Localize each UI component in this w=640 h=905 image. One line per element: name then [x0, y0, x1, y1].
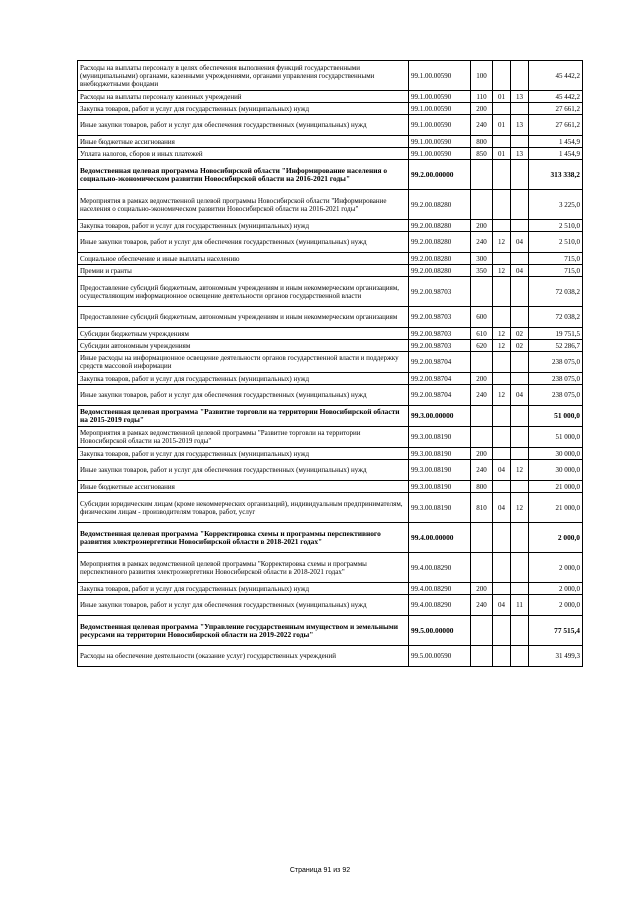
- cell-section: 12: [493, 328, 511, 340]
- cell-amount: 52 286,7: [529, 340, 583, 352]
- table-row: [78, 115, 583, 136]
- cell-amount: 715,0: [529, 253, 583, 265]
- cell-section: [493, 253, 511, 265]
- cell-target-code: 99.1.00.00590: [409, 115, 471, 136]
- cell-expense-type: 240: [471, 232, 493, 253]
- cell-subsection: [511, 190, 529, 220]
- cell-subsection: 13: [511, 91, 529, 103]
- cell-name: Иные закупки товаров, работ и услуг для обеспечения государственных (муниципальных) нужд: [78, 595, 409, 616]
- cell-expense-type: 240: [471, 595, 493, 616]
- cell-subsection: [511, 253, 529, 265]
- cell-section: [493, 190, 511, 220]
- cell-amount: 72 038,2: [529, 277, 583, 307]
- cell-amount: 45 442,2: [529, 91, 583, 103]
- cell-name: Предоставление субсидий бюджетным, автономным учреждениям и иным некоммерческим организациям, осуществляющим информационное освещение деятельности органов государственной власти: [78, 277, 409, 307]
- cell-target-code: 99.2.00.98703: [409, 307, 471, 328]
- cell-target-code: 99.3.00.08190: [409, 448, 471, 460]
- cell-amount: 72 038,2: [529, 307, 583, 328]
- cell-target-code: 99.1.00.00590: [409, 61, 471, 91]
- cell-amount: 30 000,0: [529, 448, 583, 460]
- cell-subsection: [511, 103, 529, 115]
- cell-target-code: 99.3.00.08190: [409, 427, 471, 448]
- cell-expense-type: 200: [471, 103, 493, 115]
- table-row: [78, 277, 583, 307]
- cell-name: Мероприятия в рамках ведомственной целевой программы "Корректировка схемы и программы перспективного развития электроэнергетики Новосибирской области в 2018-2021 годах": [78, 553, 409, 583]
- cell-target-code: 99.3.00.00000: [409, 406, 471, 427]
- cell-subsection: [511, 307, 529, 328]
- cell-expense-type: 850: [471, 148, 493, 160]
- cell-name: Ведомственная целевая программа "Развитие торговли на территории Новосибирской области на 2015-2019 годы": [78, 406, 409, 427]
- cell-target-code: 99.2.00.08280: [409, 253, 471, 265]
- cell-amount: 51 000,0: [529, 406, 583, 427]
- cell-subsection: [511, 277, 529, 307]
- cell-amount: 31 499,3: [529, 646, 583, 667]
- cell-expense-type: 800: [471, 481, 493, 493]
- table-row: [78, 220, 583, 232]
- cell-name: Закупка товаров, работ и услуг для государственных (муниципальных) нужд: [78, 583, 409, 595]
- cell-name: Закупка товаров, работ и услуг для государственных (муниципальных) нужд: [78, 448, 409, 460]
- cell-target-code: 99.2.00.08280: [409, 232, 471, 253]
- cell-expense-type: 240: [471, 385, 493, 406]
- cell-target-code: 99.2.00.00000: [409, 160, 471, 190]
- cell-name: Предоставление субсидий бюджетным, автономным учреждениям и иным некоммерческим организациям: [78, 307, 409, 328]
- table-row: [78, 253, 583, 265]
- cell-section: 01: [493, 148, 511, 160]
- cell-expense-type: 300: [471, 253, 493, 265]
- cell-section: [493, 646, 511, 667]
- cell-subsection: [511, 523, 529, 553]
- cell-name: Закупка товаров, работ и услуг для государственных (муниципальных) нужд: [78, 103, 409, 115]
- cell-target-code: 99.1.00.00590: [409, 91, 471, 103]
- cell-subsection: 13: [511, 115, 529, 136]
- cell-name: Иные бюджетные ассигнования: [78, 481, 409, 493]
- cell-subsection: 04: [511, 265, 529, 277]
- cell-name: Расходы на обеспечение деятельности (оказание услуг) государственных учреждений: [78, 646, 409, 667]
- cell-amount: 19 751,5: [529, 328, 583, 340]
- table-row: [78, 61, 583, 91]
- table-row: [78, 493, 583, 523]
- cell-subsection: [511, 352, 529, 373]
- cell-amount: 21 000,0: [529, 493, 583, 523]
- cell-subsection: [511, 406, 529, 427]
- cell-amount: 1 454,9: [529, 148, 583, 160]
- table-row: [78, 265, 583, 277]
- cell-target-code: 99.4.00.08290: [409, 553, 471, 583]
- cell-section: 12: [493, 232, 511, 253]
- cell-subsection: [511, 136, 529, 148]
- cell-name: Закупка товаров, работ и услуг для государственных (муниципальных) нужд: [78, 373, 409, 385]
- cell-amount: 2 000,0: [529, 553, 583, 583]
- cell-expense-type: 240: [471, 460, 493, 481]
- cell-section: [493, 61, 511, 91]
- cell-section: [493, 406, 511, 427]
- cell-name: Субсидии юридическим лицам (кроме некоммерческих организаций), индивидуальным предпринимателям, физическим лицам - производителям товаров, работ, услуг: [78, 493, 409, 523]
- cell-amount: 45 442,2: [529, 61, 583, 91]
- cell-subsection: 02: [511, 328, 529, 340]
- cell-amount: 51 000,0: [529, 427, 583, 448]
- cell-expense-type: [471, 646, 493, 667]
- table-row: [78, 646, 583, 667]
- table-row: [78, 148, 583, 160]
- cell-expense-type: 810: [471, 493, 493, 523]
- table-row: [78, 481, 583, 493]
- cell-expense-type: [471, 277, 493, 307]
- cell-amount: 313 338,2: [529, 160, 583, 190]
- cell-subsection: [511, 646, 529, 667]
- cell-target-code: 99.2.00.98704: [409, 352, 471, 373]
- cell-expense-type: 600: [471, 307, 493, 328]
- cell-amount: 27 661,2: [529, 103, 583, 115]
- cell-name: Иные закупки товаров, работ и услуг для обеспечения государственных (муниципальных) нужд: [78, 460, 409, 481]
- cell-name: Уплата налогов, сборов и иных платежей: [78, 148, 409, 160]
- cell-expense-type: 620: [471, 340, 493, 352]
- cell-amount: 2 510,0: [529, 232, 583, 253]
- cell-section: [493, 160, 511, 190]
- cell-name: Мероприятия в рамках ведомственной целевой программы "Развитие торговли на территории Новосибирской области на 2015-2019 годы": [78, 427, 409, 448]
- cell-expense-type: [471, 523, 493, 553]
- cell-target-code: 99.2.00.98703: [409, 340, 471, 352]
- table-row: [78, 406, 583, 427]
- cell-target-code: 99.2.00.98704: [409, 385, 471, 406]
- cell-name: Ведомственная целевая программа "Управление государственным имуществом и земельными ресурсами на территории Новосибирской области на 2019-2022 годы": [78, 616, 409, 646]
- cell-amount: 238 075,0: [529, 373, 583, 385]
- cell-amount: 2 000,0: [529, 523, 583, 553]
- cell-target-code: 99.3.00.08190: [409, 481, 471, 493]
- cell-subsection: [511, 616, 529, 646]
- cell-subsection: [511, 160, 529, 190]
- cell-section: [493, 136, 511, 148]
- cell-subsection: [511, 553, 529, 583]
- cell-expense-type: [471, 190, 493, 220]
- cell-subsection: [511, 220, 529, 232]
- cell-name: Премии и гранты: [78, 265, 409, 277]
- cell-section: [493, 523, 511, 553]
- cell-section: [493, 352, 511, 373]
- cell-section: [493, 277, 511, 307]
- cell-section: 04: [493, 493, 511, 523]
- cell-name: Ведомственная целевая программа Новосибирской области "Информирование населения о социально-экономическом развитии Новосибирской области на 2016-2021 годы": [78, 160, 409, 190]
- cell-subsection: 04: [511, 232, 529, 253]
- cell-amount: 2 000,0: [529, 583, 583, 595]
- cell-name: Расходы на выплаты персоналу в целях обеспечения выполнения функций государственными (муниципальными) органами, казенными учреждениями, органами управления государственными внебюджетными фондами: [78, 61, 409, 91]
- cell-name: Мероприятия в рамках ведомственной целевой программы Новосибирской области "Информирование населения о социально-экономическом развитии Новосибирской области на 2016-2021 годы": [78, 190, 409, 220]
- cell-amount: 77 515,4: [529, 616, 583, 646]
- cell-expense-type: [471, 160, 493, 190]
- cell-name: Иные бюджетные ассигнования: [78, 136, 409, 148]
- cell-name: Субсидии автономным учреждениям: [78, 340, 409, 352]
- table-body: [78, 61, 583, 667]
- cell-section: [493, 583, 511, 595]
- cell-expense-type: 240: [471, 115, 493, 136]
- cell-name: Иные расходы на информационное освещение деятельности органов государственной власти и поддержку средств массовой информации: [78, 352, 409, 373]
- cell-subsection: 12: [511, 460, 529, 481]
- cell-subsection: [511, 373, 529, 385]
- cell-expense-type: 200: [471, 583, 493, 595]
- table-row: [78, 340, 583, 352]
- cell-target-code: 99.3.00.08190: [409, 460, 471, 481]
- cell-target-code: 99.2.00.08280: [409, 265, 471, 277]
- table-row: [78, 328, 583, 340]
- table-row: [78, 307, 583, 328]
- cell-name: Иные закупки товаров, работ и услуг для обеспечения государственных (муниципальных) нужд: [78, 115, 409, 136]
- cell-target-code: 99.5.00.00590: [409, 646, 471, 667]
- cell-target-code: 99.2.00.08280: [409, 220, 471, 232]
- cell-expense-type: 350: [471, 265, 493, 277]
- cell-section: [493, 448, 511, 460]
- cell-target-code: 99.1.00.00590: [409, 136, 471, 148]
- cell-expense-type: 110: [471, 91, 493, 103]
- cell-section: [493, 427, 511, 448]
- cell-expense-type: [471, 352, 493, 373]
- cell-name: Расходы на выплаты персоналу казенных учреждений: [78, 91, 409, 103]
- cell-expense-type: 200: [471, 448, 493, 460]
- cell-expense-type: 800: [471, 136, 493, 148]
- cell-name: Ведомственная целевая программа "Корректировка схемы и программы перспективного развития электроэнергетики Новосибирской области в 2018-2021 годах": [78, 523, 409, 553]
- cell-subsection: 12: [511, 493, 529, 523]
- table-row: [78, 595, 583, 616]
- cell-amount: 2 000,0: [529, 595, 583, 616]
- cell-expense-type: [471, 406, 493, 427]
- cell-subsection: 02: [511, 340, 529, 352]
- budget-table: [77, 60, 583, 667]
- table-row: [78, 385, 583, 406]
- table-row: [78, 616, 583, 646]
- table-row: [78, 352, 583, 373]
- cell-expense-type: [471, 553, 493, 583]
- cell-amount: 21 000,0: [529, 481, 583, 493]
- cell-subsection: 04: [511, 385, 529, 406]
- cell-section: 01: [493, 91, 511, 103]
- cell-subsection: 13: [511, 148, 529, 160]
- cell-expense-type: 610: [471, 328, 493, 340]
- cell-target-code: 99.2.00.98703: [409, 277, 471, 307]
- cell-section: 01: [493, 115, 511, 136]
- cell-amount: 715,0: [529, 265, 583, 277]
- cell-section: 04: [493, 595, 511, 616]
- cell-section: [493, 553, 511, 583]
- cell-target-code: 99.3.00.08190: [409, 493, 471, 523]
- cell-amount: 27 661,2: [529, 115, 583, 136]
- cell-amount: 3 225,0: [529, 190, 583, 220]
- table-row: [78, 373, 583, 385]
- table-row: [78, 448, 583, 460]
- cell-amount: 238 075,0: [529, 385, 583, 406]
- cell-amount: 238 075,0: [529, 352, 583, 373]
- cell-target-code: 99.2.00.98704: [409, 373, 471, 385]
- cell-section: 12: [493, 340, 511, 352]
- cell-target-code: 99.4.00.08290: [409, 583, 471, 595]
- table-row: [78, 460, 583, 481]
- cell-section: [493, 481, 511, 493]
- cell-subsection: [511, 481, 529, 493]
- table-row: [78, 523, 583, 553]
- cell-subsection: [511, 583, 529, 595]
- cell-target-code: 99.2.00.08280: [409, 190, 471, 220]
- cell-section: 04: [493, 460, 511, 481]
- cell-section: 12: [493, 385, 511, 406]
- table-row: [78, 190, 583, 220]
- cell-amount: 30 000,0: [529, 460, 583, 481]
- cell-expense-type: [471, 427, 493, 448]
- page-number: Страница 91 из 92: [289, 867, 351, 874]
- cell-section: [493, 103, 511, 115]
- cell-target-code: 99.5.00.00000: [409, 616, 471, 646]
- cell-expense-type: 200: [471, 220, 493, 232]
- table-row: [78, 427, 583, 448]
- cell-name: Иные закупки товаров, работ и услуг для обеспечения государственных (муниципальных) нужд: [78, 385, 409, 406]
- cell-section: [493, 220, 511, 232]
- cell-target-code: 99.2.00.98703: [409, 328, 471, 340]
- cell-target-code: 99.4.00.00000: [409, 523, 471, 553]
- cell-subsection: 11: [511, 595, 529, 616]
- table-row: [78, 103, 583, 115]
- cell-subsection: [511, 448, 529, 460]
- table-row: [78, 160, 583, 190]
- table-row: [78, 553, 583, 583]
- cell-section: [493, 616, 511, 646]
- cell-section: [493, 307, 511, 328]
- table-row: [78, 91, 583, 103]
- cell-subsection: [511, 427, 529, 448]
- cell-subsection: [511, 61, 529, 91]
- cell-target-code: 99.1.00.00590: [409, 103, 471, 115]
- cell-section: [493, 373, 511, 385]
- table-row: [78, 583, 583, 595]
- cell-name: Субсидии бюджетным учреждениям: [78, 328, 409, 340]
- cell-expense-type: 100: [471, 61, 493, 91]
- table-row: [78, 136, 583, 148]
- cell-name: Иные закупки товаров, работ и услуг для обеспечения государственных (муниципальных) нужд: [78, 232, 409, 253]
- cell-target-code: 99.4.00.08290: [409, 595, 471, 616]
- cell-expense-type: [471, 616, 493, 646]
- cell-expense-type: 200: [471, 373, 493, 385]
- cell-name: Социальное обеспечение и иные выплаты населению: [78, 253, 409, 265]
- cell-amount: 2 510,0: [529, 220, 583, 232]
- cell-name: Закупка товаров, работ и услуг для государственных (муниципальных) нужд: [78, 220, 409, 232]
- cell-amount: 1 454,9: [529, 136, 583, 148]
- cell-section: 12: [493, 265, 511, 277]
- table-row: [78, 232, 583, 253]
- cell-target-code: 99.1.00.00590: [409, 148, 471, 160]
